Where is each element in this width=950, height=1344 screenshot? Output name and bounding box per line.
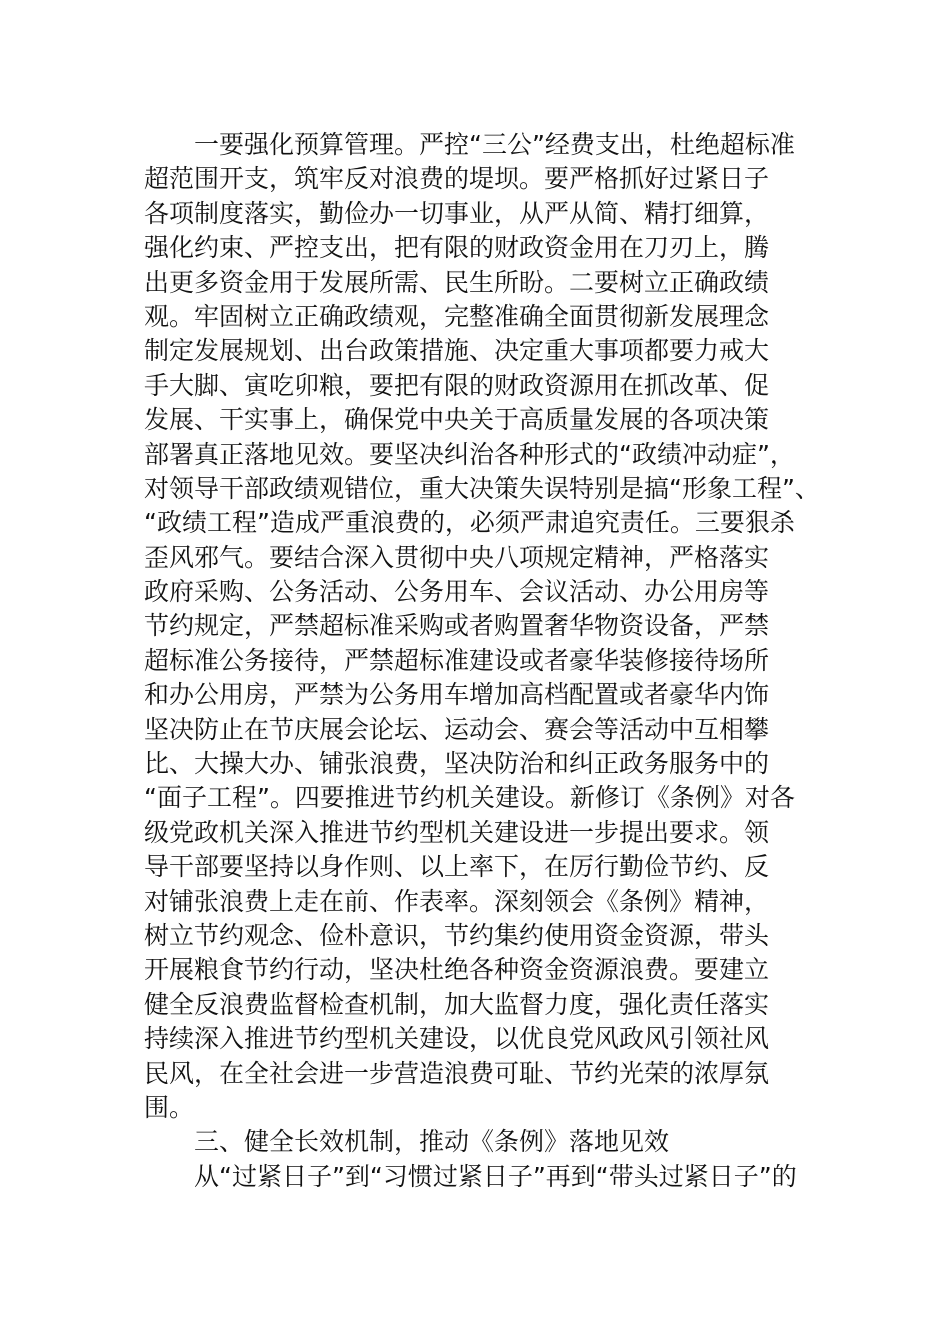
body-text [144, 128, 820, 1194]
paragraph-line: 围。 [144, 1092, 195, 1122]
paragraph-line: 比、大操大办、铺张浪费，坚决防治和纠正政务服务中的 [144, 749, 770, 779]
paragraph-line: 对铺张浪费上走在前、作表率。深刻领会《条例》精神， [144, 886, 770, 916]
paragraph-line: 节约规定，严禁超标准采购或者购置奢华物资设备，严禁 [144, 611, 770, 641]
paragraph-line: 强化约束、严控支出，把有限的财政资金用在刀刃上，腾 [144, 233, 770, 263]
paragraph-line: 发展、干实事上，确保党中央关于高质量发展的各项决策 [144, 405, 770, 435]
paragraph-line: 和办公用房，严禁为公务用车增加高档配置或者豪华内饰 [144, 680, 770, 710]
paragraph-line: 各项制度落实，勤俭办一切事业，从严从简、精打细算， [144, 198, 770, 228]
paragraph-line: 开展粮食节约行动，坚决杜绝各种资金资源浪费。要建立 [144, 955, 770, 985]
paragraph-line: 民风，在全社会进一步营造浪费可耻、节约光荣的浓厚氛 [144, 1058, 770, 1088]
paragraph-line: 健全反浪费监督检查机制，加大监督力度，强化责任落实 [144, 989, 770, 1019]
paragraph-line: 部署真正落地见效。要坚决纠治各种形式的“政绩冲动症”， [144, 439, 795, 469]
paragraph-line: 持续深入推进节约型机关建设，以优良党风政风引领社风 [144, 1024, 770, 1054]
paragraph-line: “面子工程”。四要推进节约机关建设。新修订《条例》对各 [144, 783, 795, 813]
paragraph-line: “政绩工程”造成严重浪费的，必须严肃追究责任。三要狠杀 [144, 508, 795, 538]
paragraph-line: 导干部要坚持以身作则、以上率下，在厉行勤俭节约、反 [144, 852, 770, 882]
paragraph-line: 坚决防止在节庆展会论坛、运动会、赛会等活动中互相攀 [144, 714, 770, 744]
paragraph-line: 观。牢固树立正确政绩观，完整准确全面贯彻新发展理念 [144, 301, 770, 331]
paragraph-line: 从“过紧日子”到“习惯过紧日子”再到“带头过紧日子”的 [194, 1161, 797, 1191]
paragraph-line: 级党政机关深入推进节约型机关建设进一步提出要求。领 [144, 817, 770, 847]
paragraph-line: 一要强化预算管理。严控“三公”经费支出，杜绝超标准 [194, 130, 795, 159]
paragraph-line: 歪风邪气。要结合深入贯彻中央八项规定精神，严格落实 [144, 542, 770, 572]
section-heading: 三、健全长效机制，推动《条例》落地见效 [194, 1127, 670, 1157]
paragraph-line: 手大脚、寅吃卯粮，要把有限的财政资源用在抓改革、促 [144, 370, 770, 400]
paragraph-line: 制定发展规划、出台政策措施、决定重大事项都要力戒大 [144, 336, 770, 366]
paragraph-line: 超范围开支，筑牢反对浪费的堤坝。要严格抓好过紧日子 [144, 164, 770, 194]
paragraph-line: 树立节约观念、俭朴意识，节约集约使用资金资源，带头 [144, 920, 770, 950]
paragraph-line: 出更多资金用于发展所需、民生所盼。二要树立正确政绩 [144, 267, 770, 297]
paragraph-line: 对领导干部政绩观错位，重大决策失误特别是搞“形象工程”、 [144, 473, 820, 503]
paragraph-long-term-mechanism [144, 1160, 816, 1194]
paragraph-line: 超标准公务接待，严禁超标准建设或者豪华装修接待场所 [144, 645, 770, 675]
paragraph-line: 政府采购、公务活动、公务用车、会议活动、办公用房等 [144, 577, 770, 607]
paragraph-budget-management [144, 128, 820, 1125]
